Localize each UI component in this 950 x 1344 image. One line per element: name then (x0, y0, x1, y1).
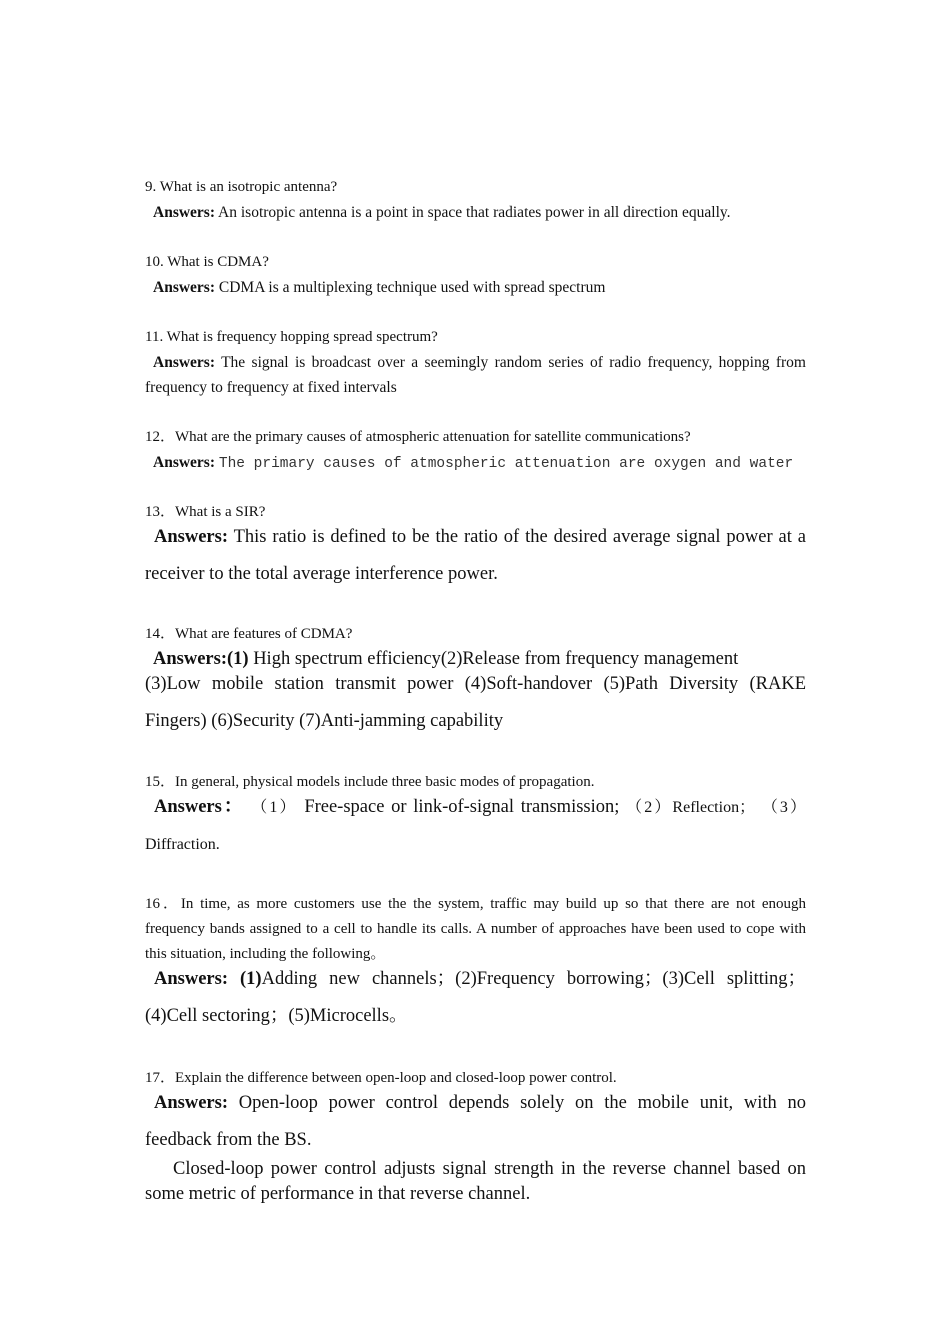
question-text: 17．Explain the difference between open-loop and closed-loop power control. (145, 1070, 617, 1086)
question-text: 14．What are features of CDMA? (145, 626, 353, 642)
answer-label: Answers: (153, 454, 215, 471)
answer (145, 275, 806, 300)
question-text: 16．In time, as more customers use the the system, traffic may build up so that there are not enough frequency bands assigned to a cell to handle its calls. A number of approaches have been used to cope with this situation, including the following。 (145, 896, 806, 962)
answer-label: Answers:(1) (153, 649, 249, 669)
answer-label: Answers: (153, 204, 215, 221)
answer (145, 789, 806, 863)
answer-text: An isotropic antenna is a point in space that radiates power in all direction equally. (218, 204, 731, 221)
answer (145, 519, 806, 593)
answer-text: This ratio is defined to be the ratio of the desired average signal power at a receiver to the total average interference power. (145, 527, 806, 584)
question-text: 9. What is an isotropic antenna? (145, 179, 338, 195)
answer-text: CDMA is a multiplexing technique used with spread spectrum (218, 279, 606, 296)
question-14 (145, 622, 806, 740)
answer-text: The signal is broadcast over a seemingly random series of radio frequency, hopping from frequency to frequency at fixed intervals (145, 354, 806, 396)
answer (145, 200, 806, 225)
answer-label: Answers: (153, 354, 215, 371)
answer (145, 961, 806, 1035)
answer-point-2: （2）Reflection； (626, 799, 756, 816)
answer-label: Answers： (154, 797, 245, 817)
question-text: 12．What are the primary causes of atmospheric attenuation for satellite communications? (145, 429, 691, 445)
question-12 (145, 425, 806, 477)
answer-point-1: （1） (251, 799, 298, 816)
answer (145, 450, 806, 477)
answer-point-1-text: Free-space or link-of-signal transmission; (304, 797, 620, 817)
question-13 (145, 500, 806, 593)
question-text: 10. What is CDMA? (145, 254, 269, 270)
answer (145, 350, 806, 400)
question-16 (145, 892, 806, 1035)
question-9 (145, 175, 806, 225)
answer (145, 1085, 806, 1159)
question-10 (145, 250, 806, 300)
answer-continued: (3)Low mobile station transmit power (4)Soft-handover (5)Path Diversity (RAKE Fingers) (6)Security (7)Anti-jamming capability (145, 674, 806, 731)
answer-text: The primary causes of atmospheric attenuation are oxygen and water (218, 456, 794, 472)
answer-text: High spectrum efficiency(2)Release from frequency management (253, 649, 739, 669)
question-text: 15．In general, physical models include three basic modes of propagation. (145, 774, 595, 790)
answer-text: Open-loop power control depends solely on the mobile unit, with no feedback from the BS. (145, 1093, 806, 1150)
question-15 (145, 770, 806, 863)
question-11 (145, 325, 806, 400)
answer-point-3: （3）Diffraction. (145, 799, 807, 853)
answer-label: Answers: (1) (154, 969, 262, 989)
question-text: 13．What is a SIR? (145, 504, 266, 520)
answer-label: Answers: (153, 279, 215, 296)
answer-text: Adding new channels；(2)Frequency borrowing；(3)Cell splitting；(4)Cell sectoring；(5)Microcells。 (145, 969, 807, 1026)
question-text: 11. What is frequency hopping spread spectrum? (145, 329, 438, 345)
question-17 (145, 1066, 806, 1207)
answer-label: Answers: (154, 527, 228, 547)
answer-label: Answers: (154, 1093, 228, 1113)
answer-paragraph-2: Closed-loop power control adjusts signal strength in the reverse channel based on some metric of performance in that reverse channel. (145, 1159, 806, 1204)
